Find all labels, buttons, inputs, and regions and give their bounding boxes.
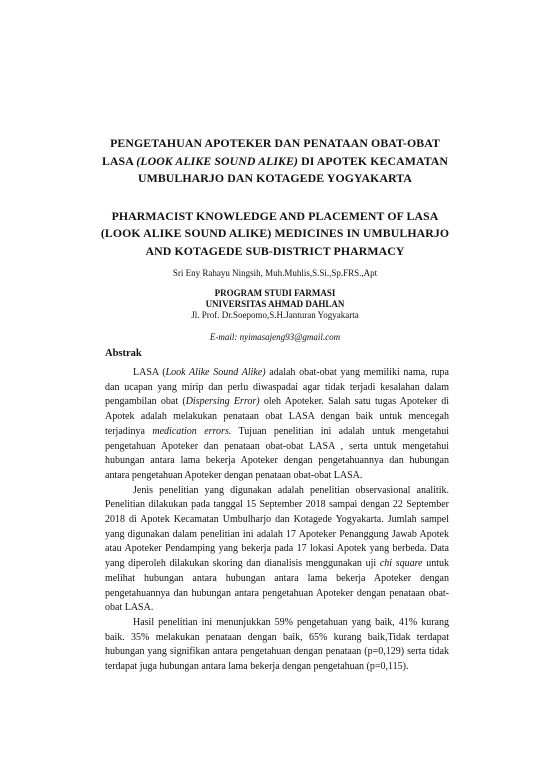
email: E-mail: nyimasajeng93@gmail.com (209, 332, 341, 342)
text-run: adalah obat-obat yang memiliki nama, rupa dan ucapan yang mirip dan perlu diwaspadai agar tidak terjadi kesalahan dalam pengambilan obat ( (105, 367, 449, 408)
text-run: Hasil penelitian ini menunjukkan 59% pengetahuan yang baik, 41% kurang baik. 35% melakukan penataan dengan baik, 65% kurang baik,Tidak terdapat hubungan yang signifikan antara pengetahuan dengan penataan (p=0,129) serta tidak terdapat juga hubungan antara lama bekerja dengan pengetahuan (p=0,115). (105, 616, 449, 673)
text-run: LASA ( (133, 367, 166, 378)
abstract-heading: Abstrak (105, 348, 142, 359)
program-name: PROGRAM STUDI FARMASI (214, 288, 336, 298)
text-run: Jenis penelitian yang digunakan adalah penelitian observasional analitik. Penelitian dilakukan pada tanggal 15 September 2018 sampai dengan 22 September 2018 di Apotek Kecamatan Umbulharjo dan Kotagede Yogyakarta. Jumlah sampel yang digunakan dalam penelitian ini adalah 17 Apoteker Penanggung Jawab Apotek atau Apoteker Pendamping yang bekerja pada 17 lokasi Apotek yang berbeda. Data yang diperoleh dilakukan skoring dan dianalisis menggunakan uji (105, 484, 449, 570)
text-run: untuk melihat hubungan antara hubungan antara lama bekerja Apoteker dengan pengetahuannya dan hubungan antara pengetahuan Apoteker dengan penataan obat-obat LASA. (105, 558, 449, 614)
title-indonesian (80, 135, 470, 188)
header-block (80, 135, 470, 343)
title-id-line3: UMBULHARJO DAN KOTAGEDE YOGYAKARTA (137, 171, 412, 185)
text-run: Look Alike Sound Alike) (165, 367, 266, 378)
authors: Sri Eny Rahayu Ningsih, Muh.Muhlis,S.Si.,Sp.FRS.,Apt (172, 268, 378, 278)
title-id-line1: PENGETAHUAN APOTEKER DAN PENATAAN OBAT-OBAT (110, 136, 440, 150)
title-id-line2-pre: LASA (101, 153, 137, 168)
text-run: oleh Apoteker. Salah satu tugas Apoteker di Apotek adalah melakukan penataan obat LASA dengan baik untuk mencegah terjadinya (105, 396, 450, 437)
title-en-line1: PHARMACIST KNOWLEDGE AND PLACEMENT OF LASA (111, 208, 439, 223)
institution (80, 288, 470, 310)
title-id-line2-italic: (LOOK ALIKE SOUND ALIKE) (136, 153, 299, 168)
text-run: Dispersing Error) (185, 396, 260, 408)
abstract-body (105, 366, 449, 675)
title-en-line2: (LOOK ALIKE SOUND ALIKE) MEDICINES IN UMBULHARJO (100, 226, 450, 240)
title-en-line3: AND KOTAGEDE SUB-DISTRICT PHARMACY (145, 243, 405, 258)
text-run: Tujuan penelitian ini adalah untuk mengetahui pengetahuan Apoteker dan penataan obat-obat LASA , serta untuk mengetahui hubungan antara lama bekerja Apoteker dengan pengetahuannya dan hubungan antara pengetahuan Apoteker dengan penataan obat-obat LASA. (105, 425, 449, 481)
text-run: medication errors. (152, 425, 232, 437)
title-id-line2 (80, 153, 470, 171)
title-id-line2-post: DI APOTEK KECAMATAN (298, 153, 449, 168)
abstract-paragraph-3 (105, 616, 449, 675)
address: Jl. Prof. Dr.Soepomo,S.H.Janturan Yogyakarta (191, 310, 359, 320)
text-run: chi square (379, 558, 423, 570)
abstract-paragraph-1 (105, 366, 449, 484)
university-name: UNIVERSITAS AHMAD DAHLAN (205, 299, 345, 309)
title-english (80, 208, 470, 261)
abstract-paragraph-2 (105, 484, 449, 616)
